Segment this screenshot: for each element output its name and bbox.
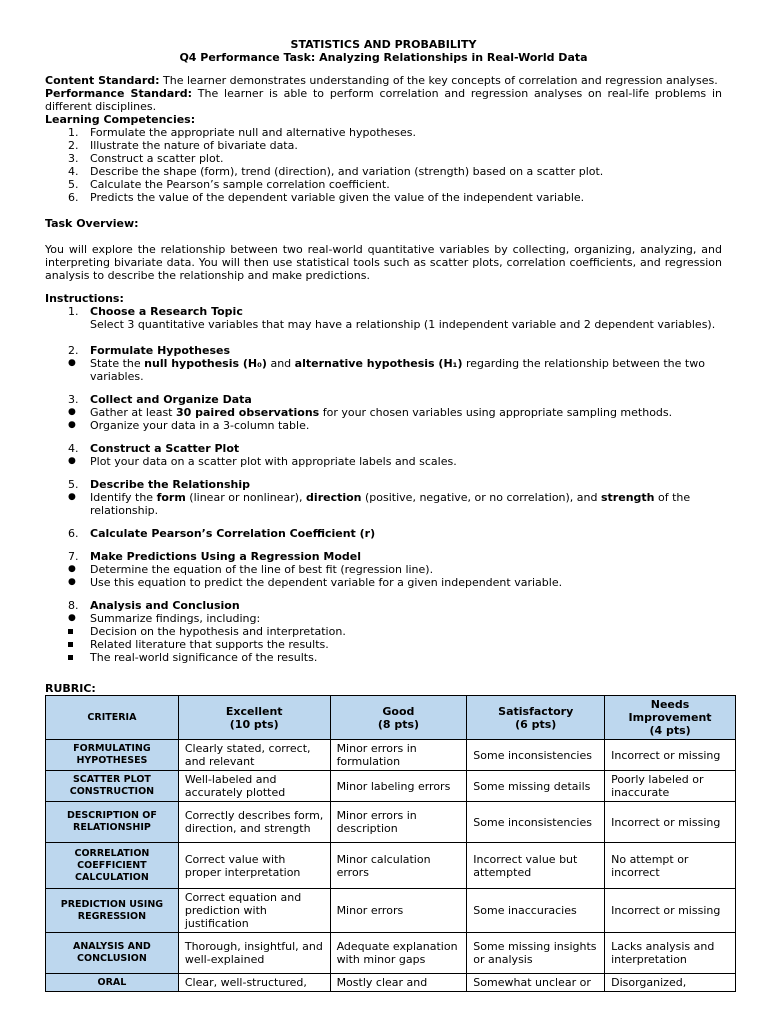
task-overview-heading: Task Overview: — [45, 217, 139, 230]
table-row: PREDICTION USING REGRESSION Correct equation and prediction with justification Minor errors Some inaccuracies Incorrect or missing — [46, 889, 736, 933]
doc-title-subject: STATISTICS AND PROBABILITY — [290, 38, 477, 51]
task-overview-text: You will explore the relationship between two real-world quantitative variables by collecting, organizing, analyzing, and interpreting bivariate data. You will then use statistical tools such as scatter plots, correlation coefficients, and regression analysis to describe the relationship and make predictions. — [45, 243, 722, 282]
header-excellent: Excellent (10 pts) — [178, 696, 330, 740]
header-needs-improvement: Needs Improvement (4 pts) — [605, 696, 736, 740]
list-item: 5. Calculate the Pearson’s sample correlation coefficient. — [68, 178, 390, 191]
instructions-heading: Instructions: — [45, 292, 124, 305]
list-item: 4. Describe the shape (form), trend (direction), and variation (strength) based on a scatter plot. — [68, 165, 604, 178]
table-row: ORAL Clear, well-structured, Mostly clear and Somewhat unclear or Disorganized, — [46, 974, 736, 992]
instruction-item: 5. Describe the Relationship ● Identify the form (linear or nonlinear), direction (positive, negative, or no correlation), and strength of the relationship. — [68, 478, 691, 517]
document-page — [45, 38, 722, 664]
instruction-item: 8. Analysis and Conclusion ● Summarize findings, including: Decision on the hypothesis and interpretation. Related literature that supports the results. The real-world significance of the results. — [68, 599, 346, 664]
competencies-heading: Learning Competencies: — [45, 113, 196, 126]
list-item: 6. Predicts the value of the dependent variable given the value of the independent variable. — [68, 191, 585, 204]
competencies-list — [45, 126, 722, 204]
doc-title-task: Q4 Performance Task: Analyzing Relationships in Real-World Data — [179, 51, 588, 64]
table-row: CORRELATION COEFFICIENT CALCULATION Correct value with proper interpretation Minor calculation errors Incorrect value but attempted No attempt or incorrect — [46, 843, 736, 889]
instruction-item: 2. Formulate Hypotheses ● State the null hypothesis (H₀) and alternative hypothesis (H₁) regarding the relationship between the two variables. — [68, 344, 705, 383]
performance-standard: Performance Standard: The learner is able to perform correlation and regression analyses on real-life problems in different disciplines. — [45, 87, 722, 113]
table-row: ANALYSIS AND CONCLUSION Thorough, insightful, and well-explained Adequate explanation with minor gaps Some missing insights or analysis Lacks analysis and interpretation — [46, 933, 736, 974]
instruction-item: 3. Collect and Organize Data ● Gather at least 30 paired observations for your chosen variables using appropriate sampling methods. ● Organize your data in a 3-column table. — [68, 393, 673, 432]
instruction-item: 1. Choose a Research Topic Select 3 quantitative variables that may have a relationship (1 independent variable and 2 dependent variables). — [68, 305, 716, 331]
list-item: 3. Construct a scatter plot. — [68, 152, 224, 165]
instructions-list — [45, 305, 722, 664]
header-good: Good (8 pts) — [330, 696, 467, 740]
instruction-item: 4. Construct a Scatter Plot ● Plot your data on a scatter plot with appropriate labels and scales. — [68, 442, 457, 468]
instruction-item: 7. Make Predictions Using a Regression Model ● Determine the equation of the line of best fit (regression line). ● Use this equation to predict the dependent variable for a given independent variable. — [68, 550, 563, 589]
header-satisfactory: Satisfactory (6 pts) — [467, 696, 605, 740]
rubric-header-row — [46, 696, 736, 740]
table-row: FORMULATING HYPOTHESES Clearly stated, correct, and relevant Minor errors in formulation Some inconsistencies Incorrect or missing — [46, 740, 736, 771]
table-row: SCATTER PLOT CONSTRUCTION Well-labeled and accurately plotted Minor labeling errors Some missing details Poorly labeled or inaccurate — [46, 771, 736, 802]
list-item: 1. Formulate the appropriate null and alternative hypotheses. — [68, 126, 416, 139]
rubric-table — [45, 695, 736, 992]
rubric-heading: RUBRIC: — [45, 682, 96, 695]
header-criteria: CRITERIA — [46, 696, 179, 740]
list-item: 2. Illustrate the nature of bivariate data. — [68, 139, 298, 152]
content-standard: Content Standard: The learner demonstrates understanding of the key concepts of correlation and regression analyses. — [45, 74, 718, 87]
table-row: DESCRIPTION OF RELATIONSHIP Correctly describes form, direction, and strength Minor errors in description Some inconsistencies Incorrect or missing — [46, 802, 736, 843]
instruction-item: 6. Calculate Pearson’s Correlation Coefficient (r) — [68, 527, 376, 540]
